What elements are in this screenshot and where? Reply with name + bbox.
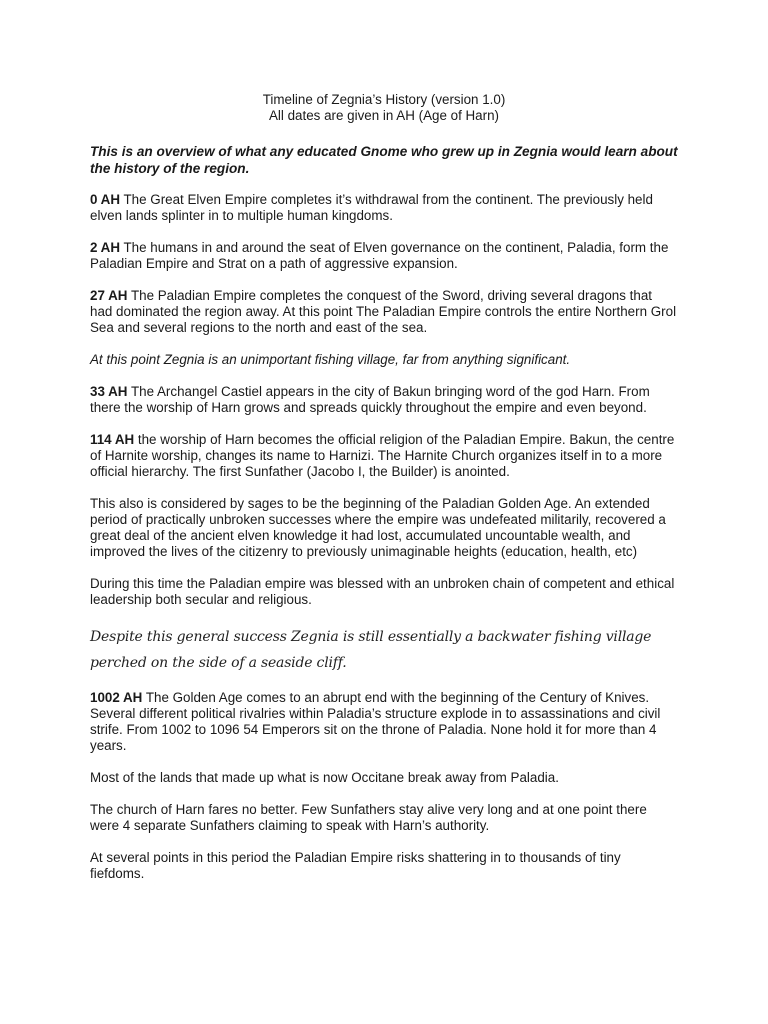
entry-date: 33 AH (90, 384, 128, 399)
entry-text: The humans in and around the seat of Elven governance on the continent, Paladia, form the Paladian Empire and Strat on a path of aggressive expansion. (90, 240, 669, 271)
occitane-paragraph: Most of the lands that made up what is now Occitane break away from Paladia. (90, 770, 559, 785)
document-subtitle: All dates are given in AH (Age of Harn) (269, 108, 499, 123)
timeline-entry-114ah (90, 432, 678, 480)
timeline-entry-0ah (90, 192, 678, 224)
entry-text: the worship of Harn becomes the official religion of the Paladian Empire. Bakun, the centre of Harnite worship, changes its name to Harnizi. The Harnite Church organizes itself in to a more official hierarchy. The first Sunfather (Jacobo I, the Builder) is anointed. (90, 432, 675, 479)
entry-date: 114 AH (90, 432, 135, 447)
timeline-entry-33ah (90, 384, 678, 416)
church-paragraph: The church of Harn fares no better. Few Sunfathers stay alive very long and at one point there were 4 separate Sunfathers claiming to speak with Harn’s authority. (90, 802, 647, 833)
leadership-paragraph: During this time the Paladian empire was blessed with an unbroken chain of competent and ethical leadership both secular and religious. (90, 576, 675, 607)
entry-text: The Archangel Castiel appears in the city of Bakun bringing word of the god Harn. From there the worship of Harn grows and spreads quickly throughout the empire and even beyond. (90, 384, 650, 415)
document-title-block (90, 92, 678, 124)
entry-date: 0 AH (90, 192, 121, 207)
entry-date: 27 AH (90, 288, 128, 303)
document-title: Timeline of Zegnia’s History (version 1.0) (262, 92, 506, 107)
timeline-entry-27ah (90, 288, 678, 336)
entry-text: The Great Elven Empire completes it’s withdrawal from the continent. The previously held elven lands splinter in to multiple human kingdoms. (90, 192, 653, 223)
note-backwater-village: Despite this general success Zegnia is still essentially a backwater fishing village perched on the side of a seaside cliff. (90, 629, 652, 671)
golden-age-paragraph: This also is considered by sages to be the beginning of the Paladian Golden Age. An extended period of practically unbroken successes where the empire was undefeated militarily, recovered a great deal of the ancient elven knowledge it had lost, accumulated uncountable wealth, and improved the lives of the citizenry to previously unimaginable heights (education, health, etc) (90, 496, 666, 559)
entry-text: The Paladian Empire completes the conquest of the Sword, driving several dragons that had dominated the region away. At this point The Paladian Empire controls the entire Northern Grol Sea and several regions to the north and east of the sea. (90, 288, 677, 335)
note-fishing-village: At this point Zegnia is an unimportant fishing village, far from anything significant. (90, 352, 571, 367)
entry-date: 1002 AH (90, 690, 143, 705)
intro-paragraph: This is an overview of what any educated Gnome who grew up in Zegnia would learn about the history of the region. (90, 144, 678, 176)
timeline-entry-2ah (90, 240, 678, 272)
shatter-paragraph: At several points in this period the Paladian Empire risks shattering in to thousands of tiny fiefdoms. (90, 850, 621, 881)
timeline-entry-1002ah (90, 690, 678, 754)
entry-text: The Golden Age comes to an abrupt end with the beginning of the Century of Knives. Several different political rivalries within Paladia’s structure explode in to assassinations and civil strife. From 1002 to 1096 54 Emperors sit on the throne of Paladia. None hold it for more than 4 years. (90, 690, 661, 753)
entry-date: 2 AH (90, 240, 121, 255)
